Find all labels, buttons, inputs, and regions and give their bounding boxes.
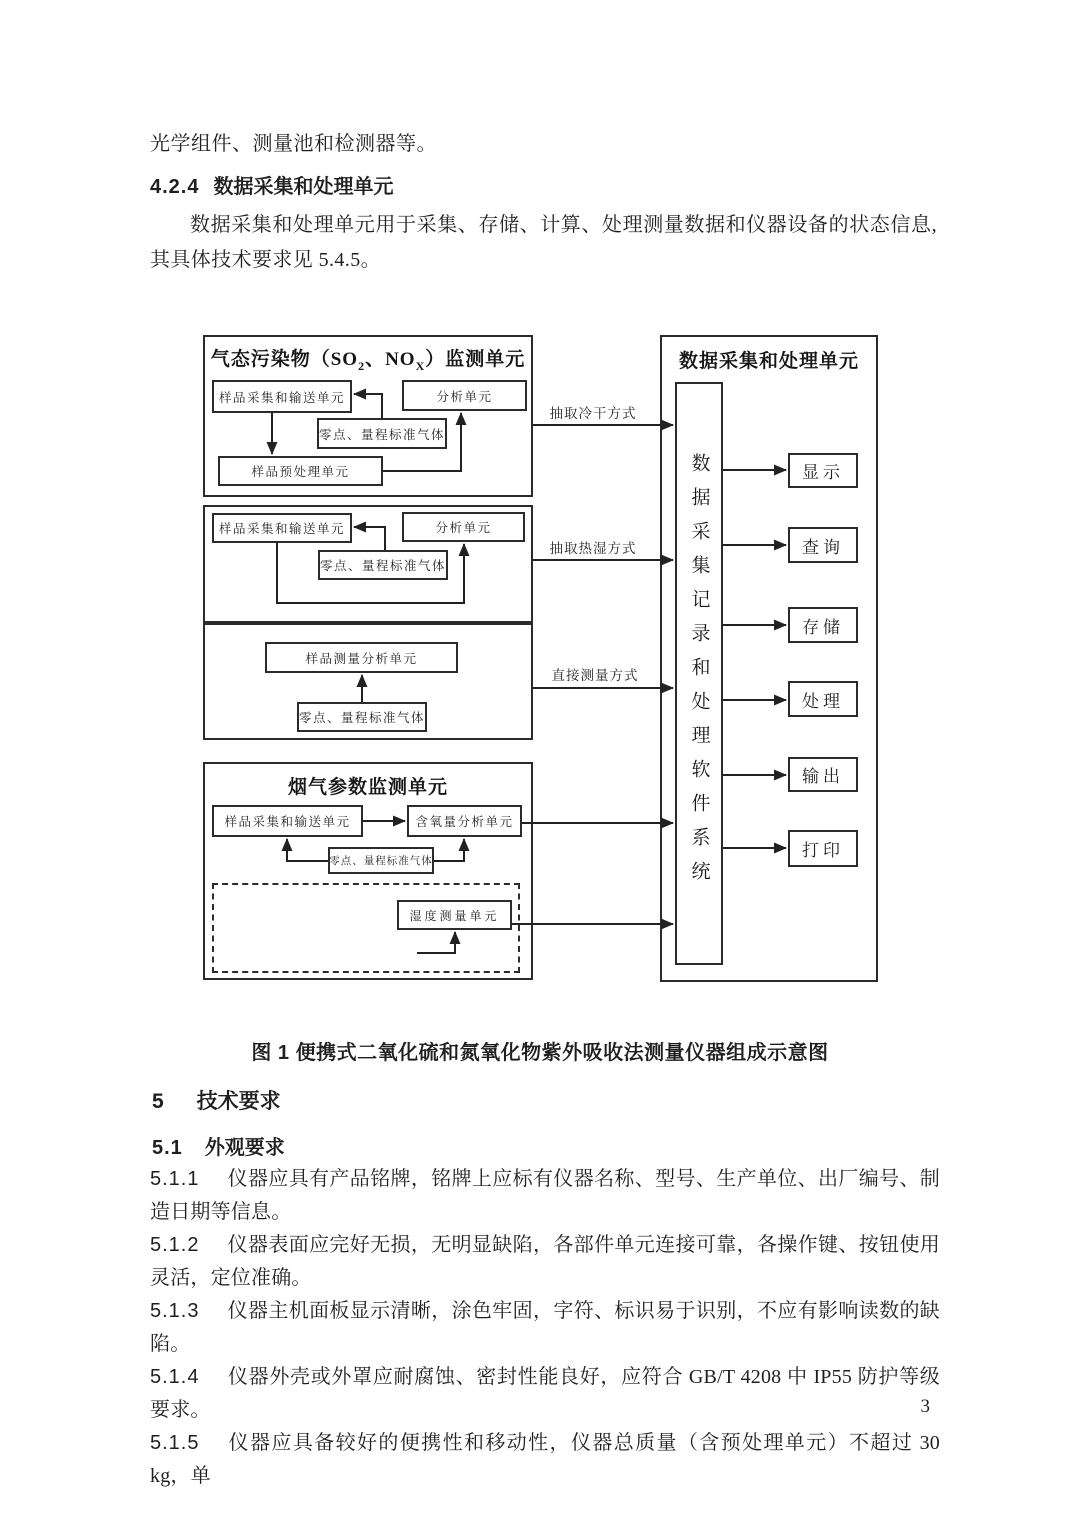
zero-gas-box-4: 零点、量程标准气体 — [328, 847, 434, 874]
sample-measure-box: 样品测量分析单元 — [265, 642, 458, 673]
list-item — [150, 1229, 940, 1295]
nox-subscript: X — [415, 358, 426, 373]
item-text: 仪器外壳或外罩应耐腐蚀、密封性能良好，应符合 GB/T 4208 中 IP55 防护等级要求。 — [150, 1366, 940, 1421]
daq-unit-title: 数据采集和处理单元 — [678, 351, 859, 372]
item-number: 5.1.4 — [150, 1366, 200, 1388]
section-number: 5.1 — [152, 1137, 183, 1159]
requirements-list — [150, 1163, 940, 1493]
section-title: 技术要求 — [196, 1090, 281, 1113]
gas-unit-title — [203, 344, 533, 374]
analysis-box-1: 分析单元 — [402, 380, 527, 411]
flue-gas-unit-title: 烟气参数监测单元 — [287, 777, 448, 798]
output-box-query: 查询 — [788, 527, 858, 563]
list-item — [150, 1295, 940, 1361]
zero-gas-box-3: 零点、量程标准气体 — [297, 702, 427, 732]
item-text: 仪器表面应完好无损，无明显缺陷，各部件单元连接可靠，各操作键、按钮使用灵活，定位准确。 — [150, 1234, 940, 1289]
zero-gas-box-1: 零点、量程标准气体 — [317, 418, 447, 449]
section-number: 5 — [152, 1090, 165, 1113]
section-number: 4.2.4 — [150, 176, 200, 198]
gas-title-part: ）监测单元 — [425, 349, 526, 370]
software-system-label: 数据采集记录和处理软件系统 — [688, 452, 710, 895]
figure-caption: 图 1 便携式二氧化硫和氮氧化物紫外吸收法测量仪器组成示意图 — [251, 1042, 829, 1064]
item-text: 仪器应具有产品铭牌，铭牌上应标有仪器名称、型号、生产单位、出厂编号、制造日期等信息。 — [150, 1168, 940, 1223]
sample-pretreat-box: 样品预处理单元 — [218, 456, 383, 486]
page-number: 3 — [920, 1396, 930, 1417]
item-number: 5.1.5 — [150, 1432, 200, 1454]
connector-label-hot-wet: 抽取热湿方式 — [549, 541, 637, 556]
gas-title-part: 、NO — [365, 349, 416, 370]
gas-title-part: 气态污染物（SO — [210, 349, 359, 370]
section-title: 外观要求 — [204, 1137, 285, 1159]
oxygen-analysis-box: 含氧量分析单元 — [407, 805, 522, 837]
section-title: 数据采集和处理单元 — [213, 176, 394, 198]
analysis-box-2: 分析单元 — [402, 512, 525, 542]
item-text: 仪器应具备较好的便携性和移动性，仪器总质量（含预处理单元）不超过 30 kg，单 — [150, 1432, 940, 1487]
intro-text: 光学组件、测量池和检测器等。 — [150, 133, 437, 155]
list-item — [150, 1163, 940, 1229]
software-system-box — [675, 382, 723, 965]
intro-block — [150, 128, 937, 278]
section-4-2-4-paragraph: 数据采集和处理单元用于采集、存储、计算、处理测量数据和仪器设备的状态信息,其具体技术要求见 5.4.5。 — [150, 214, 937, 271]
list-item — [150, 1361, 940, 1427]
output-box-display: 显示 — [788, 453, 858, 488]
output-box-print: 打印 — [788, 830, 858, 867]
item-text: 仪器主机面板显示清晰，涂色牢固，字符、标识易于识别，不应有影响读数的缺陷。 — [150, 1300, 940, 1355]
sample-collect-box-3: 样品采集和输送单元 — [212, 805, 363, 837]
section-4-2-4-heading — [150, 171, 937, 204]
output-box-output: 输出 — [788, 757, 858, 792]
sample-collect-box-1: 样品采集和输送单元 — [212, 380, 352, 413]
so2-subscript: 2 — [358, 358, 366, 373]
output-box-storage: 存储 — [788, 607, 858, 643]
item-number: 5.1.3 — [150, 1300, 200, 1322]
zero-gas-box-2: 零点、量程标准气体 — [318, 550, 448, 580]
section-5-1-heading — [152, 1131, 285, 1160]
connector-label-direct: 直接测量方式 — [551, 668, 639, 683]
output-box-process: 处理 — [788, 681, 858, 717]
item-number: 5.1.2 — [150, 1234, 200, 1256]
list-item — [150, 1427, 940, 1493]
humidity-measure-box: 湿度测量单元 — [397, 900, 512, 930]
connector-label-cold-dry: 抽取冷干方式 — [549, 406, 637, 421]
item-number: 5.1.1 — [150, 1168, 200, 1190]
sample-collect-box-2: 样品采集和输送单元 — [212, 513, 352, 543]
section-5-heading — [152, 1085, 281, 1115]
